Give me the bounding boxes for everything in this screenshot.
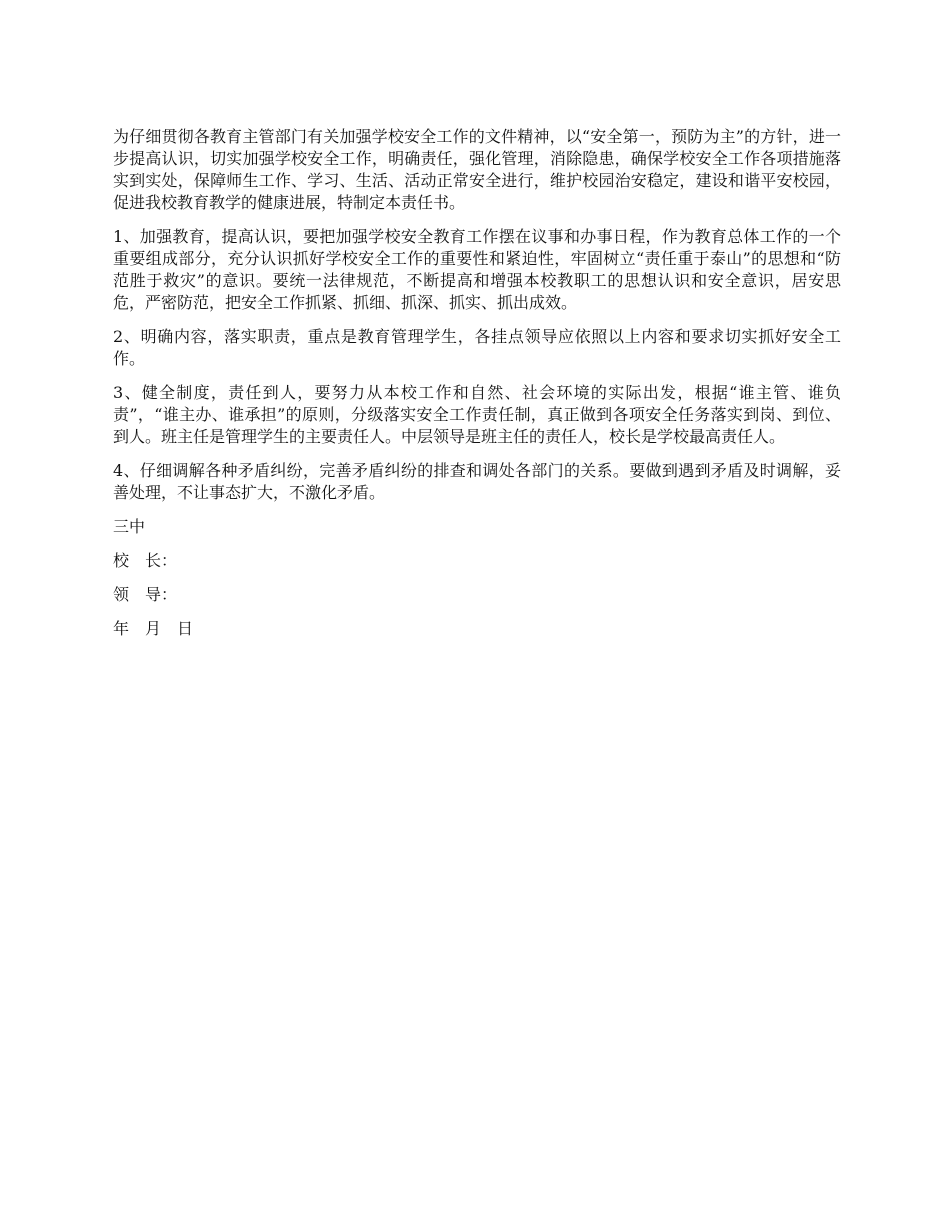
clause-4-paragraph: 4、仔细调解各种矛盾纠纷，完善矛盾纠纷的排查和调处各部门的关系。要做到遇到矛盾及时调解，妥善处理，不让事态扩大，不激化矛盾。: [113, 461, 841, 502]
intro-paragraph: 为仔细贯彻各教育主管部门有关加强学校安全工作的文件精神，以“安全第一，预防为主”的方针，进一步提高认识，切实加强学校安全工作，明确责任，强化管理，消除隐患，确保学校安全工作各项措施落实到实处，保障师生工作、学习、生活、活动正常安全进行，维护校园治安稳定，建设和谐平安校园，促进我校教育教学的健康进展，特制定本责任书。: [113, 127, 841, 212]
signature-principal: 校 长：: [113, 551, 178, 570]
document-body: [113, 126, 841, 652]
clause-2-paragraph: 2、明确内容，落实职责，重点是教育管理学生，各挂点领导应依照以上内容和要求切实抓好安全工作。: [113, 327, 841, 368]
clause-1-paragraph: 1、加强教育，提高认识，要把加强学校安全教育工作摆在议事和办事日程，作为教育总体工作的一个重要组成部分，充分认识抓好学校安全工作的重要性和紧迫性，牢固树立“责任重于泰山”的思想和“防范胜于救灾”的意识。要统一法律规范，不断提高和增强本校教职工的思想认识和安全意识，居安思危，严密防范，把安全工作抓紧、抓细、抓深、抓实、抓出成效。: [113, 227, 841, 312]
clause-3-paragraph: 3、健全制度，责任到人，要努力从本校工作和自然、社会环境的实际出发，根据“谁主管、谁负责”，“谁主办、谁承担”的原则，分级落实安全工作责任制，真正做到各项安全任务落实到岗、到位、到人。班主任是管理学生的主要责任人。中层领导是班主任的责任人，校长是学校最高责任人。: [113, 383, 841, 446]
signature-date: 年 月 日: [113, 619, 194, 638]
signature-school: 三中: [113, 517, 146, 536]
signature-leader: 领 导：: [113, 585, 178, 604]
